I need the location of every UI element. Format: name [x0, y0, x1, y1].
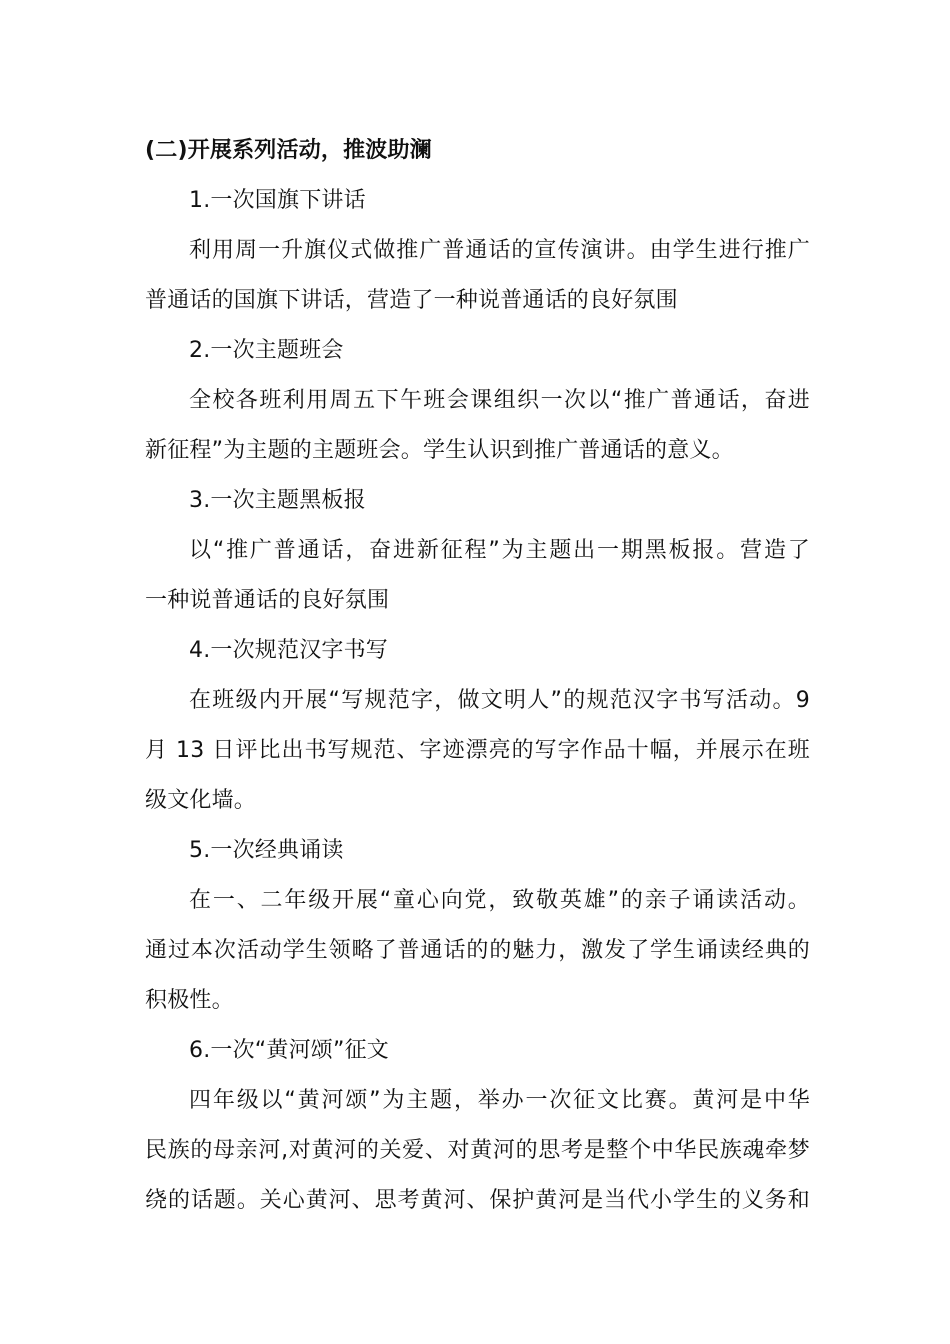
- paragraph-line: 普通话的国旗下讲话，营造了一种说普通话的良好氛围: [145, 288, 678, 313]
- activity-3-title: 3.一次主题黑板报: [189, 488, 366, 513]
- paragraph-line: 在班级内开展“写规范字，做文明人”的规范汉字书写活动。9: [189, 688, 810, 713]
- paragraph-line: 新征程”为主题的主题班会。学生认识到推广普通话的意义。: [145, 438, 734, 463]
- paragraph-line: 在一、二年级开展“童心向党，致敬英雄”的亲子诵读活动。: [189, 888, 810, 913]
- paragraph-line: 以“推广普通话，奋进新征程”为主题出一期黑板报。营造了: [189, 538, 810, 563]
- activity-1-title: 1.一次国旗下讲话: [189, 188, 366, 213]
- activity-2-title: 2.一次主题班会: [189, 338, 344, 363]
- paragraph-line: 全校各班利用周五下午班会课组织一次以“推广普通话，奋进: [189, 388, 810, 413]
- paragraph-line: 利用周一升旗仪式做推广普通话的宣传演讲。由学生进行推广: [189, 238, 810, 263]
- activity-5-title: 5.一次经典诵读: [189, 838, 344, 863]
- paragraph-line: 月 13 日评比出书写规范、字迹漂亮的写字作品十幅，并展示在班: [145, 738, 810, 763]
- paragraph-line: 积极性。: [145, 988, 234, 1013]
- paragraph-line: 一种说普通话的良好氛围: [145, 588, 390, 613]
- section-heading: (二)开展系列活动，推波助澜: [145, 138, 432, 163]
- activity-6-title: 6.一次“黄河颂”征文: [189, 1038, 389, 1063]
- paragraph-line: 四年级以“黄河颂”为主题，举办一次征文比赛。黄河是中华: [189, 1088, 810, 1113]
- paragraph-line: 民族的母亲河,对黄河的关爱、对黄河的思考是整个中华民族魂牵梦: [145, 1138, 810, 1163]
- paragraph-line: 绕的话题。关心黄河、思考黄河、保护黄河是当代小学生的义务和: [145, 1188, 810, 1213]
- document-body: [145, 126, 810, 1226]
- paragraph-line: 通过本次活动学生领略了普通话的的魅力，激发了学生诵读经典的: [145, 938, 810, 963]
- activity-4-title: 4.一次规范汉字书写: [189, 638, 388, 663]
- paragraph-line: 级文化墙。: [145, 788, 257, 813]
